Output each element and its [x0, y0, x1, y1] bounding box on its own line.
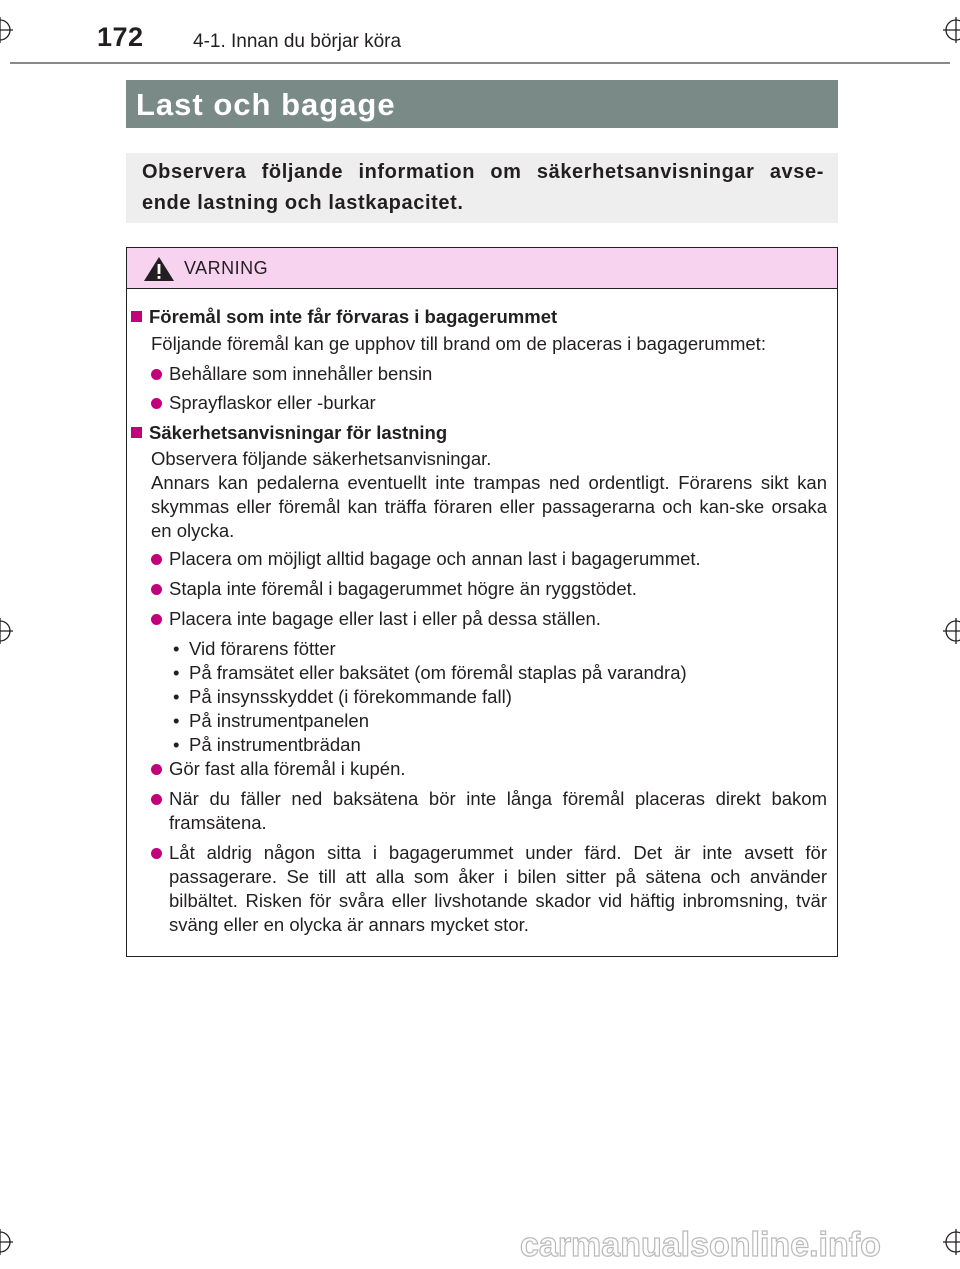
list-item: Sprayflaskor eller -burkar [169, 392, 376, 413]
sub-bullet-icon: • [173, 734, 180, 755]
heading-text: Säkerhetsanvisningar för lastning [149, 422, 448, 443]
list-item: Placera inte bagage eller last i eller på dessa ställen. [169, 608, 601, 629]
circle-bullet-icon [151, 764, 162, 775]
list-item: När du fäller ned baksätena bör inte långa föremål placeras direkt bakom framsätena. [169, 788, 827, 833]
warning-box [126, 247, 838, 957]
page-title: Last och bagage [136, 87, 396, 122]
list-item: Stapla inte föremål i bagagerummet högre än ryggstödet. [169, 578, 637, 599]
registration-mark-mid-left [0, 618, 13, 644]
sub-list-item: Vid förarens fötter [189, 638, 336, 659]
heading-text: Föremål som inte får förvaras i bagagerummet [149, 306, 558, 327]
warning-text-1: Följande föremål kan ge upphov till brand om de placeras i bagagerummet: [151, 333, 766, 354]
list-item: Behållare som innehåller bensin [169, 363, 433, 384]
registration-mark-bottom-left [0, 1229, 13, 1255]
warning-heading-2 [131, 421, 831, 445]
warning-header [127, 248, 837, 289]
sub-list-item: På instrumentpanelen [189, 710, 369, 731]
square-bullet-icon [131, 427, 142, 438]
header-divider [10, 62, 950, 64]
sub-bullet-icon: • [173, 638, 180, 659]
warning-heading-1 [131, 305, 831, 329]
registration-mark-bottom-right [943, 1229, 960, 1255]
sub-list-item: På framsätet eller baksätet (om föremål staplas på varandra) [189, 662, 687, 683]
circle-bullet-icon [151, 584, 162, 595]
list-item: Placera om möjligt alltid bagage och annan last i bagagerummet. [169, 548, 701, 569]
list-item: Låt aldrig någon sitta i bagagerummet under färd. Det är inte avsett för passagerare. Se till att alla som åker i bilen sitter på sätena och använder bilbältet. Risken för svåra eller livshotande skador vid häftig inbromsning, tvär sväng eller en olycka är annars mycket stor. [169, 842, 827, 935]
circle-bullet-icon [151, 554, 162, 565]
registration-mark-top-right [943, 17, 960, 43]
warning-text-2b: Annars kan pedalerna eventuellt inte trampas ned ordentligt. Förarens sikt kan skymmas eller föremål kan träffa föraren eller passagerarna och kan-ske orsaka en olycka. [151, 472, 827, 541]
circle-bullet-icon [151, 794, 162, 805]
sub-bullet-icon: • [173, 662, 180, 683]
warning-triangle-icon [143, 256, 175, 287]
square-bullet-icon [131, 311, 142, 322]
warning-label: VARNING [184, 258, 269, 278]
warning-text-2a: Observera följande säkerhetsanvisningar. [151, 448, 492, 469]
section-title: 4-1. Innan du börjar köra [193, 31, 402, 52]
watermark [520, 1228, 940, 1269]
circle-bullet-icon [151, 369, 162, 380]
page-number: 172 [97, 22, 144, 52]
intro-text: Observera följande information om säkerhetsanvisningar avse-ende lastning och lastkapacitet. [142, 161, 824, 214]
sub-list-item: På instrumentbrädan [189, 734, 361, 755]
circle-bullet-icon [151, 398, 162, 409]
circle-bullet-icon [151, 614, 162, 625]
sub-bullet-icon: • [173, 710, 180, 731]
title-band [126, 80, 838, 128]
watermark-text: carmanualsonline.info [520, 1228, 881, 1264]
registration-mark-top-left [0, 17, 13, 43]
circle-bullet-icon [151, 848, 162, 859]
sub-list-item: På insynsskyddet (i förekommande fall) [189, 686, 512, 707]
registration-mark-mid-right [943, 618, 960, 644]
list-item: Gör fast alla föremål i kupén. [169, 758, 406, 779]
sub-bullet-icon: • [173, 686, 180, 707]
intro-box [126, 153, 838, 223]
